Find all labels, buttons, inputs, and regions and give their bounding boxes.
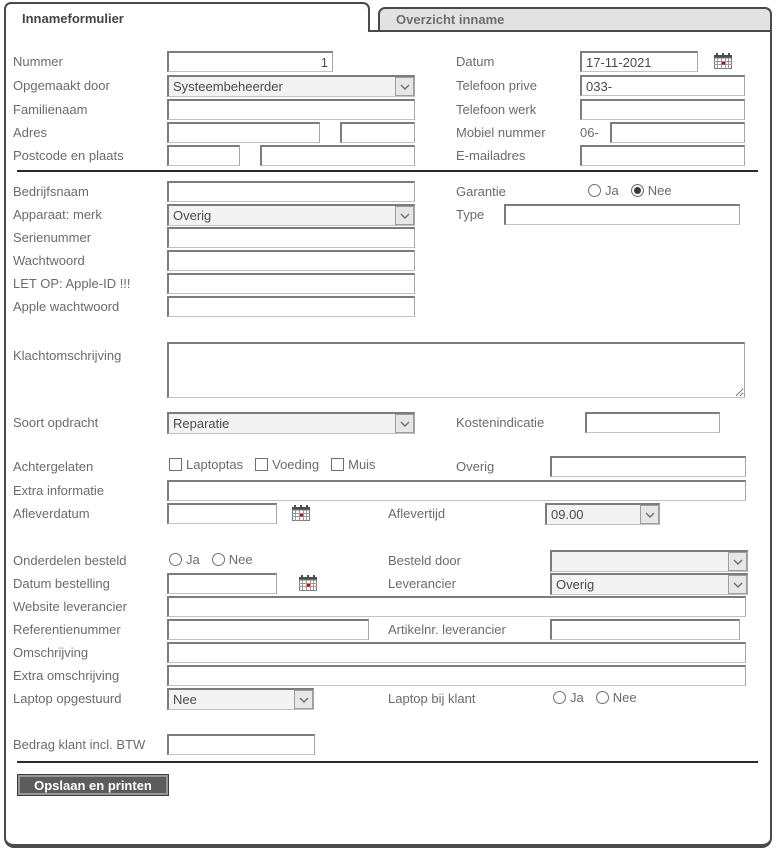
bedrag-klant-input[interactable] bbox=[167, 734, 315, 755]
klachtomschrijving-label: Klachtomschrijving bbox=[13, 348, 122, 363]
apple-id-input[interactable] bbox=[167, 273, 415, 294]
soort-opdracht-select[interactable]: Reparatie bbox=[167, 412, 415, 434]
familienaam-input[interactable] bbox=[167, 99, 415, 120]
overig-label: Overig bbox=[456, 459, 495, 474]
chevron-down-icon bbox=[640, 505, 659, 524]
nummer-input[interactable] bbox=[167, 51, 333, 72]
onderdelen-ja-option[interactable]: Ja bbox=[169, 552, 200, 567]
voeding-option[interactable]: Voeding bbox=[255, 457, 319, 472]
apple-id-label: LET OP: Apple-ID !!! bbox=[13, 276, 131, 291]
artikelnr-leverancier-label: Artikelnr. leverancier bbox=[388, 622, 506, 637]
bedrijfsnaam-input[interactable] bbox=[167, 181, 415, 202]
achtergelaten-label: Achtergelaten bbox=[13, 459, 94, 474]
website-leverancier-input[interactable] bbox=[167, 596, 746, 617]
telefoon-prive-input[interactable] bbox=[580, 75, 745, 96]
garantie-ja-option[interactable]: Ja bbox=[588, 183, 619, 198]
extra-informatie-label: Extra informatie bbox=[13, 483, 105, 498]
section-divider-bottom bbox=[17, 761, 758, 763]
adres-huisnummer-input[interactable] bbox=[340, 122, 415, 143]
postcode-plaats-label: Postcode en plaats bbox=[13, 148, 124, 163]
garantie-nee-option[interactable]: Nee bbox=[631, 183, 672, 198]
emailadres-label: E-mailadres bbox=[456, 148, 526, 163]
besteld-door-select[interactable] bbox=[550, 550, 748, 572]
mobiel-nummer-label: Mobiel nummer bbox=[456, 125, 546, 140]
afleverdatum-label: Afleverdatum bbox=[13, 506, 90, 521]
besteld-door-label: Besteld door bbox=[388, 553, 461, 568]
extra-informatie-input[interactable] bbox=[167, 480, 746, 501]
muis-checkbox[interactable] bbox=[331, 458, 344, 471]
familienaam-label: Familienaam bbox=[13, 102, 88, 117]
telefoon-prive-label: Telefoon prive bbox=[456, 78, 537, 93]
apparaat-merk-select[interactable]: Overig bbox=[167, 204, 415, 226]
serienummer-input[interactable] bbox=[167, 227, 415, 248]
garantie-nee-radio[interactable] bbox=[631, 184, 644, 197]
apple-wachtwoord-input[interactable] bbox=[167, 296, 415, 317]
referentienummer-input[interactable] bbox=[167, 619, 369, 640]
onderdelen-besteld-label: Onderdelen besteld bbox=[13, 553, 127, 568]
adres-straat-input[interactable] bbox=[167, 122, 320, 143]
laptop-klant-ja-option[interactable]: Ja bbox=[553, 690, 584, 705]
garantie-ja-radio[interactable] bbox=[588, 184, 601, 197]
serienummer-label: Serienummer bbox=[13, 230, 92, 245]
laptop-opgestuurd-select[interactable]: Nee bbox=[167, 688, 314, 710]
opgemaakt-door-select[interactable]: Systeembeheerder bbox=[167, 75, 415, 97]
mobiel-nummer-prefix: 06- bbox=[580, 125, 599, 140]
section-divider-top bbox=[17, 170, 758, 172]
soort-opdracht-label: Soort opdracht bbox=[13, 415, 99, 430]
overig-input[interactable] bbox=[550, 456, 746, 477]
omschrijving-input[interactable] bbox=[167, 642, 746, 663]
datum-input[interactable] bbox=[580, 51, 698, 72]
chevron-down-icon bbox=[728, 552, 747, 571]
emailadres-input[interactable] bbox=[580, 145, 745, 166]
muis-option[interactable]: Muis bbox=[331, 457, 375, 472]
tab-innameformulier-label: Innameformulier bbox=[22, 10, 124, 26]
onderdelen-besteld-radio-group bbox=[169, 552, 265, 567]
telefoon-werk-label: Telefoon werk bbox=[456, 102, 537, 117]
onderdelen-nee-option[interactable]: Nee bbox=[212, 552, 253, 567]
laptoptas-option[interactable]: Laptoptas bbox=[169, 457, 243, 472]
afleverdatum-input[interactable] bbox=[167, 503, 277, 524]
website-leverancier-label: Website leverancier bbox=[13, 599, 127, 614]
telefoon-werk-input[interactable] bbox=[580, 99, 745, 120]
plaats-input[interactable] bbox=[260, 145, 415, 166]
afleverdatum-calendar-icon[interactable] bbox=[292, 505, 312, 522]
opslaan-en-printen-button[interactable]: Opslaan en printen bbox=[17, 774, 169, 796]
apple-wachtwoord-label: Apple wachtwoord bbox=[13, 299, 120, 314]
opgemaakt-door-label: Opgemaakt door bbox=[13, 78, 110, 93]
datum-label: Datum bbox=[456, 54, 495, 69]
datum-bestelling-input[interactable] bbox=[167, 573, 277, 594]
laptop-klant-nee-option[interactable]: Nee bbox=[596, 690, 637, 705]
artikelnr-leverancier-input[interactable] bbox=[550, 619, 740, 640]
aflevertijd-label: Aflevertijd bbox=[388, 506, 446, 521]
apparaat-merk-label: Apparaat: merk bbox=[13, 207, 102, 222]
laptop-klant-ja-radio[interactable] bbox=[553, 691, 566, 704]
garantie-radio-group bbox=[588, 183, 684, 198]
datum-bestelling-label: Datum bestelling bbox=[13, 576, 110, 591]
chevron-down-icon bbox=[395, 77, 414, 96]
extra-omschrijving-input[interactable] bbox=[167, 665, 746, 686]
laptop-bij-klant-radio-group bbox=[553, 690, 649, 705]
leverancier-select[interactable]: Overig bbox=[550, 573, 748, 595]
type-label: Type bbox=[456, 207, 485, 222]
garantie-label: Garantie bbox=[456, 184, 506, 199]
datum-bestelling-calendar-icon[interactable] bbox=[299, 575, 319, 592]
leverancier-label: Leverancier bbox=[388, 576, 456, 591]
voeding-checkbox[interactable] bbox=[255, 458, 268, 471]
type-input[interactable] bbox=[504, 204, 740, 225]
adres-label: Adres bbox=[13, 125, 47, 140]
wachtwoord-input[interactable] bbox=[167, 250, 415, 271]
chevron-down-icon bbox=[395, 206, 414, 225]
onderdelen-nee-radio[interactable] bbox=[212, 553, 225, 566]
laptop-klant-nee-radio[interactable] bbox=[596, 691, 609, 704]
kostenindicatie-label: Kostenindicatie bbox=[456, 415, 545, 430]
referentienummer-label: Referentienummer bbox=[13, 622, 121, 637]
extra-omschrijving-label: Extra omschrijving bbox=[13, 668, 120, 683]
kostenindicatie-input[interactable] bbox=[585, 412, 720, 433]
datum-calendar-icon[interactable] bbox=[714, 53, 734, 70]
laptop-bij-klant-label: Laptop bij klant bbox=[388, 691, 476, 706]
mobiel-nummer-input[interactable] bbox=[610, 122, 745, 143]
chevron-down-icon bbox=[395, 414, 414, 433]
nummer-label: Nummer bbox=[13, 54, 63, 69]
bedrijfsnaam-label: Bedrijfsnaam bbox=[13, 184, 89, 199]
bedrag-klant-label: Bedrag klant incl. BTW bbox=[13, 737, 146, 752]
achtergelaten-checkbox-group bbox=[169, 457, 388, 472]
laptoptas-checkbox[interactable] bbox=[169, 458, 182, 471]
onderdelen-ja-radio[interactable] bbox=[169, 553, 182, 566]
tab-overzicht-inname-label: Overzicht inname bbox=[396, 12, 505, 27]
laptop-opgestuurd-label: Laptop opgestuurd bbox=[13, 691, 122, 706]
aflevertijd-select[interactable]: 09.00 bbox=[545, 503, 660, 525]
chevron-down-icon bbox=[728, 575, 747, 594]
klachtomschrijving-textarea[interactable] bbox=[167, 342, 745, 398]
chevron-down-icon bbox=[294, 690, 313, 709]
postcode-input[interactable] bbox=[167, 145, 240, 166]
wachtwoord-label: Wachtwoord bbox=[13, 253, 85, 268]
omschrijving-label: Omschrijving bbox=[13, 645, 89, 660]
